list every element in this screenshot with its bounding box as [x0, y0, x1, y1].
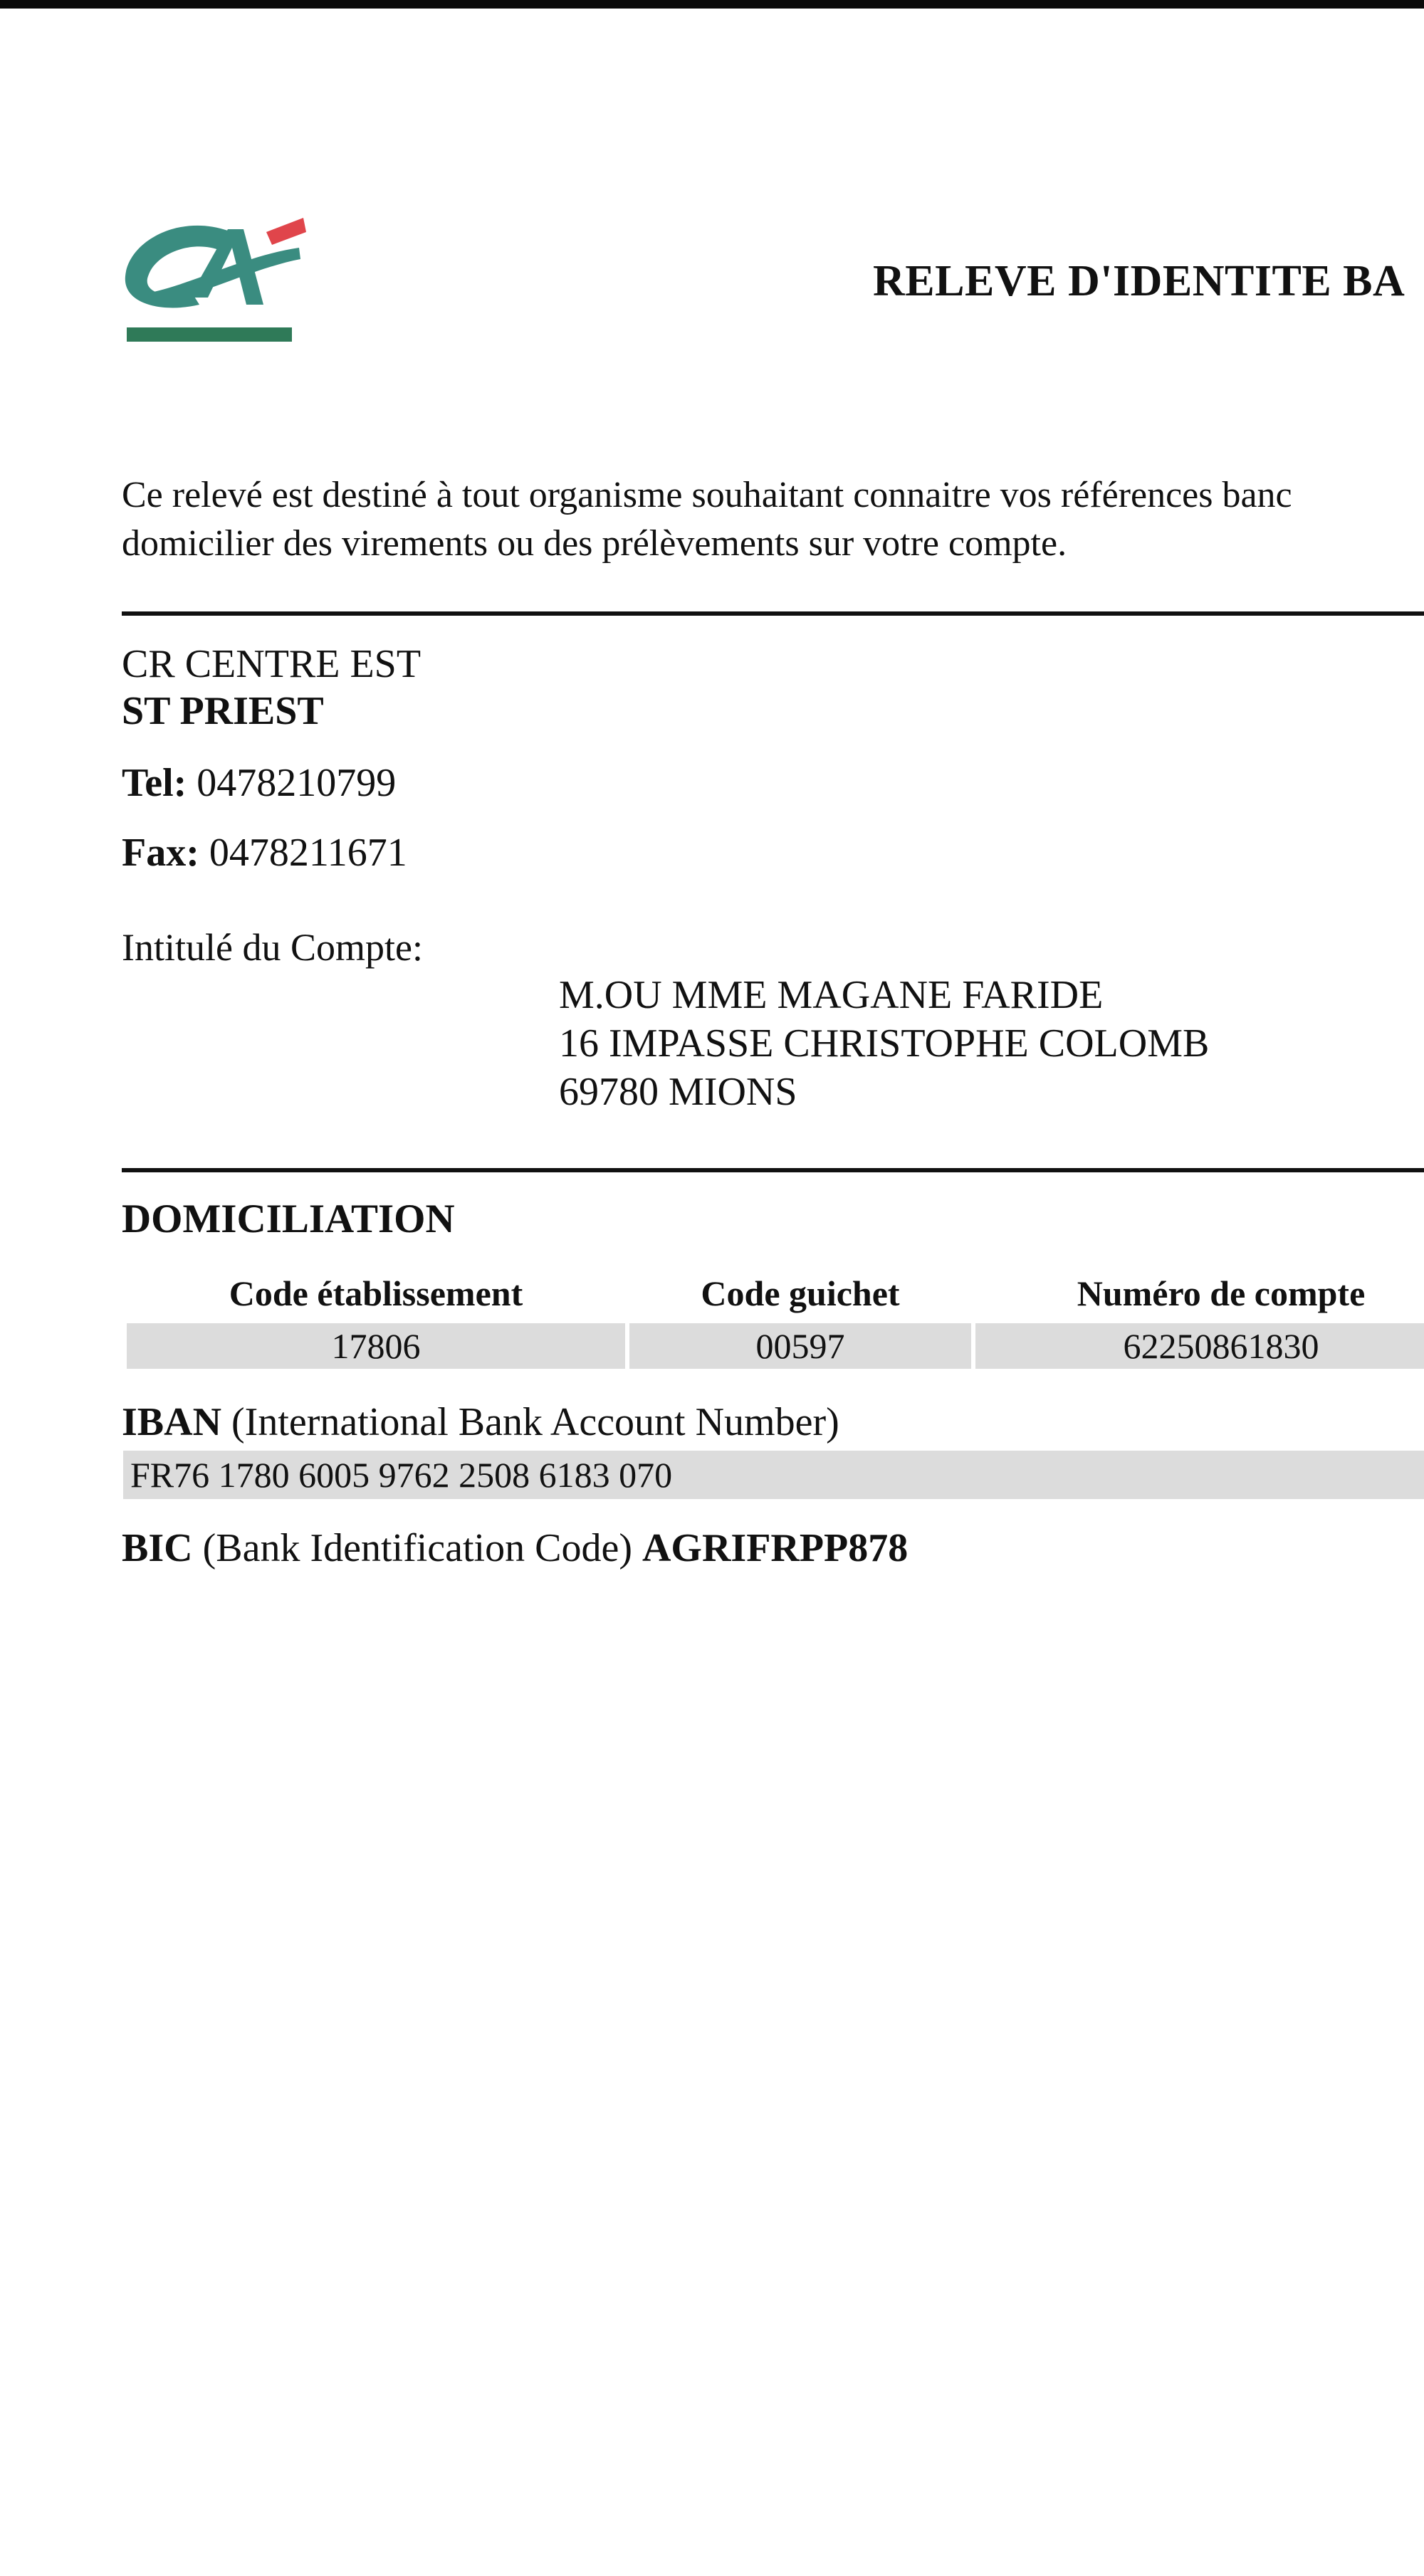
credit-agricole-logo [121, 214, 306, 345]
iban-description: (International Bank Account Number) [231, 1400, 839, 1444]
account-holder-address-2: 69780 MIONS [559, 1070, 797, 1114]
tel-line [122, 763, 396, 803]
iban-label-line [122, 1402, 839, 1442]
top-border [0, 0, 1424, 9]
branch-region: CR CENTRE EST [122, 642, 422, 686]
bic-value: AGRIFRPP878 [642, 1526, 909, 1570]
account-holder-block [559, 971, 1209, 1116]
value-numero-compte: 62250861830 [975, 1323, 1424, 1369]
bic-line [122, 1528, 908, 1568]
intro-text [122, 471, 1292, 568]
divider-bottom [122, 1168, 1424, 1172]
intro-line-1: Ce relevé est destiné à tout organisme souhaitant connaitre vos références banc [122, 475, 1292, 515]
bic-description: (Bank Identification Code) [202, 1526, 632, 1570]
logo-base-bar [127, 327, 292, 342]
header-code-etablissement: Code établissement [229, 1273, 523, 1313]
bic-label: BIC [122, 1526, 193, 1570]
branch-block [122, 641, 421, 735]
divider-top [122, 611, 1424, 616]
domiciliation-title: DOMICILIATION [122, 1197, 455, 1241]
document-title: RELEVE D'IDENTITE BA [873, 257, 1405, 305]
fax-line [122, 833, 407, 873]
tel-number: 0478210799 [197, 761, 397, 805]
value-code-guichet: 00597 [629, 1323, 971, 1369]
account-holder-label: Intitulé du Compte: [122, 926, 423, 969]
intro-line-2: domicilier des virements ou des prélèvements sur votre compte. [122, 523, 1067, 564]
account-holder-name: M.OU MME MAGANE FARIDE [559, 973, 1104, 1017]
fax-number: 0478211671 [209, 831, 407, 875]
branch-city: ST PRIEST [122, 689, 324, 733]
iban-value: FR76 1780 6005 9762 2508 6183 070 [123, 1451, 1424, 1499]
logo-red-accent [266, 218, 306, 245]
header-numero-compte: Numéro de compte [1077, 1273, 1366, 1313]
tel-label: Tel: [122, 761, 187, 805]
fax-label: Fax: [122, 831, 199, 875]
header-code-guichet: Code guichet [701, 1273, 900, 1313]
value-code-etablissement: 17806 [127, 1323, 625, 1369]
iban-label: IBAN [122, 1400, 222, 1444]
account-holder-address-1: 16 IMPASSE CHRISTOPHE COLOMB [559, 1021, 1210, 1066]
